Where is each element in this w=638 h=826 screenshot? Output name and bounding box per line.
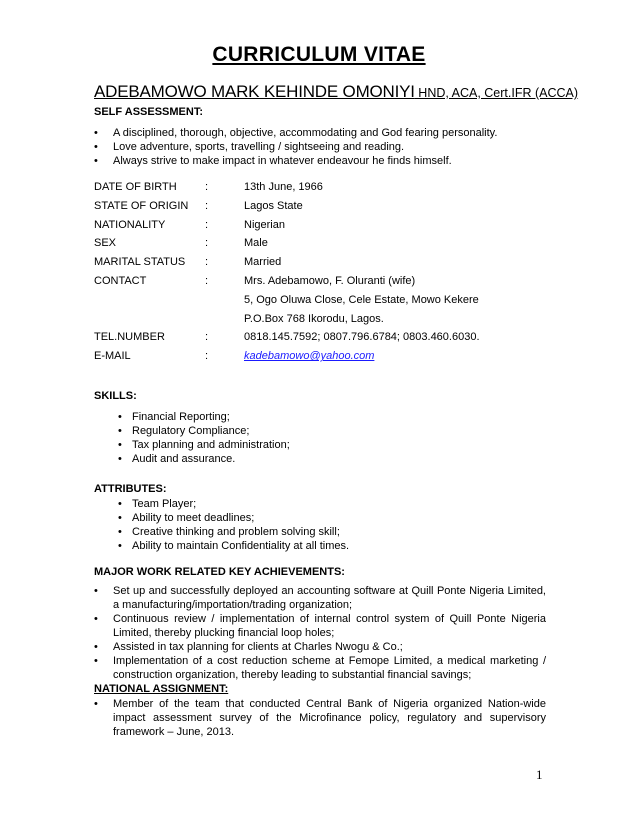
detail-label: NATIONALITY [94,218,166,231]
document-title: CURRICULUM VITAE [212,43,426,66]
list-item: • Tax planning and administration; [118,439,290,451]
detail-value: 5, Ogo Oluwa Close, Cele Estate, Mowo Kekere [244,293,479,306]
detail-value: 13th June, 1966 [244,181,323,193]
detail-colon: : [205,181,209,193]
attributes-heading: ATTRIBUTES: [94,483,167,495]
detail-value: P.O.Box 768 Ikorodu, Lagos. [244,312,384,325]
detail-label: MARITAL STATUS [94,256,186,269]
self-assessment-heading: SELF ASSESSMENT: [94,106,203,118]
list-item: • Financial Reporting; [118,411,230,423]
detail-value: Lagos State [244,199,303,212]
detail-label: CONTACT [94,274,147,287]
bullet-icon: • [118,540,122,552]
list-item: • Regulatory Compliance; [118,425,250,437]
detail-colon: : [205,199,209,212]
bullet-icon: • [94,641,98,653]
page-number: 1 [536,767,543,782]
list-item: • Assisted in tax planning for clients at Charles Nwogu & Co.; [94,641,403,653]
list-item: • Love adventure, sports, travelling / sightseeing and reading. [94,141,405,153]
bullet-icon: • [94,155,98,167]
national-assignment-list [94,697,546,739]
detail-label: TEL.NUMBER [94,331,165,344]
attributes-list [118,497,498,553]
detail-label: SEX [94,237,117,250]
detail-colon: : [205,256,209,269]
achievements-list [94,584,546,682]
bullet-icon: • [118,498,122,510]
bullet-icon: • [94,613,98,625]
national-assignment-heading: NATIONAL ASSIGNMENT: [94,683,229,695]
candidate-name: ADEBAMOWO MARK KEHINDE OMONIYI [94,82,415,101]
detail-colon: : [205,350,209,363]
email-link[interactable]: kadebamowo@yahoo.com [244,350,375,363]
bullet-icon: • [94,585,98,597]
list-item: • Continuous review / implementation of internal control system of Quill Ponte Nigeria Limited, thereby plucking financial loop holes; [94,613,546,639]
candidate-qualifications: HND, ACA, Cert.IFR (ACCA) [414,86,579,100]
detail-label: DATE OF BIRTH [94,181,177,193]
detail-value: Mrs. Adebamowo, F. Oluranti (wife) [244,274,416,287]
detail-value: Male [244,237,268,250]
list-item: • A disciplined, thorough, objective, accommodating and God fearing personality. [94,127,498,139]
bullet-icon: • [118,526,122,538]
achievements-heading: MAJOR WORK RELATED KEY ACHIEVEMENTS: [94,566,345,578]
detail-colon: : [205,218,209,231]
list-item: • Always strive to make impact in whatever endeavour he finds himself. [94,155,452,167]
list-item: • Team Player; [118,498,197,510]
bullet-icon: • [118,411,122,423]
skills-list [118,410,498,466]
bullet-icon: • [118,453,122,465]
bullet-icon: • [118,439,122,451]
detail-colon: : [205,237,209,250]
detail-colon: : [205,274,209,287]
detail-value: Married [244,256,282,269]
bullet-icon: • [94,141,98,153]
detail-label: E-MAIL [94,350,131,363]
list-item: • Implementation of a cost reduction scheme at Femope Limited, a medical marketing / construction organization, thereby leading to substantial financial savings; [94,655,546,681]
self-assessment-list [94,126,554,168]
bullet-icon: • [118,425,122,437]
list-item: • Set up and successfully deployed an accounting software at Quill Ponte Nigeria Limited, a manufacturing/importation/trading organization; [94,585,546,611]
detail-colon: : [205,331,209,344]
bullet-icon: • [94,655,98,667]
list-item: • Member of the team that conducted Central Bank of Nigeria organized Nation-wide impact assessment survey of the Microfinance policy, regulatory and supervisory framework – June, 2013. [94,698,546,738]
bullet-icon: • [94,698,98,710]
list-item: • Ability to meet deadlines; [118,512,255,524]
name-line [94,82,578,102]
bullet-icon: • [118,512,122,524]
detail-label: STATE OF ORIGIN [94,199,189,212]
list-item: • Audit and assurance. [118,453,236,465]
list-item: • Ability to maintain Confidentiality at all times. [118,540,350,552]
bullet-icon: • [94,127,98,139]
detail-value: Nigerian [244,218,285,231]
skills-heading: SKILLS: [94,390,137,402]
detail-value: 0818.145.7592; 0807.796.6784; 0803.460.6030. [244,331,480,344]
list-item: • Creative thinking and problem solving skill; [118,526,340,538]
